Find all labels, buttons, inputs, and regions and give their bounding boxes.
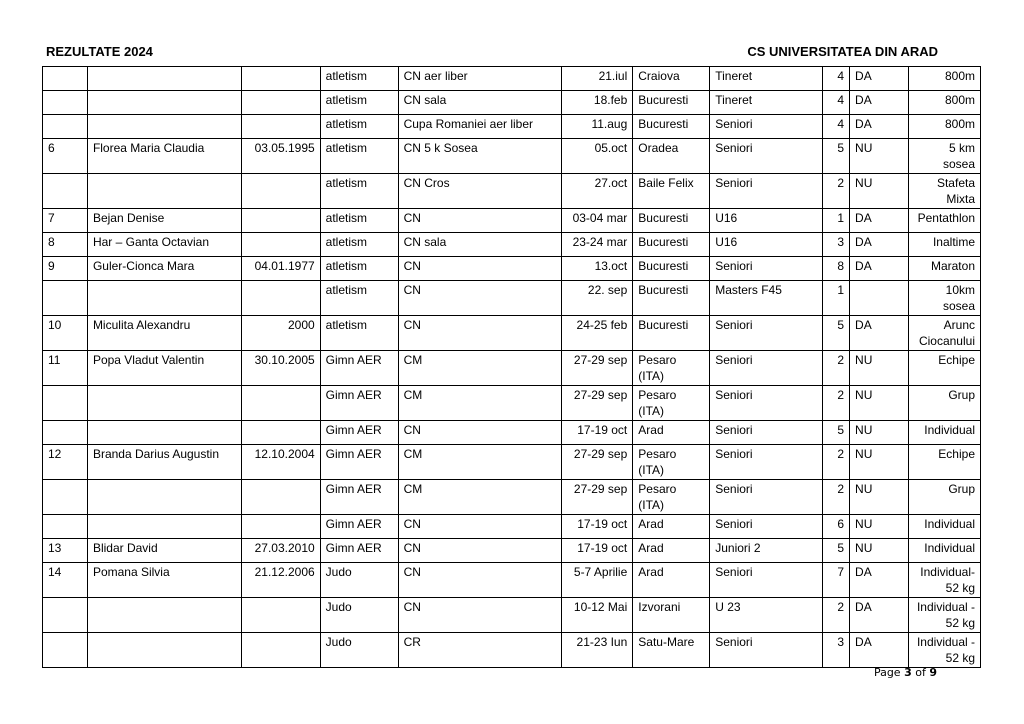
cell-nr xyxy=(43,633,88,668)
cell-birth-date xyxy=(241,174,320,209)
cell-birth-date: 03.05.1995 xyxy=(241,139,320,174)
cell-category: Juniori 2 xyxy=(710,539,823,563)
cell-event: Arunc Ciocanului xyxy=(908,316,980,351)
cell-category: Seniori xyxy=(710,174,823,209)
cell-date: 27.oct xyxy=(562,174,633,209)
cell-nr xyxy=(43,598,88,633)
cell-sport: Gimn AER xyxy=(320,445,398,480)
cell-qualified: DA xyxy=(850,233,909,257)
cell-birth-date xyxy=(241,598,320,633)
cell-nr xyxy=(43,515,88,539)
cell-sport: atletism xyxy=(320,67,398,91)
table-row xyxy=(43,539,981,563)
cell-event: Echipe xyxy=(908,351,980,386)
cell-sport: atletism xyxy=(320,281,398,316)
cell-birth-date xyxy=(241,281,320,316)
cell-competition: CM xyxy=(398,386,562,421)
table-row xyxy=(43,139,981,174)
cell-date: 17-19 oct xyxy=(562,515,633,539)
cell-nr xyxy=(43,480,88,515)
cell-place: 4 xyxy=(823,91,850,115)
cell-athlete-name: Pomana Silvia xyxy=(87,563,241,598)
cell-date: 24-25 feb xyxy=(562,316,633,351)
cell-date: 03-04 mar xyxy=(562,209,633,233)
cell-athlete-name: Popa Vladut Valentin xyxy=(87,351,241,386)
cell-date: 27-29 sep xyxy=(562,351,633,386)
cell-date: 5-7 Aprilie xyxy=(562,563,633,598)
cell-nr: 8 xyxy=(43,233,88,257)
cell-place: 5 xyxy=(823,316,850,351)
table-row xyxy=(43,633,981,668)
cell-competition: CM xyxy=(398,351,562,386)
cell-event: 800m xyxy=(908,67,980,91)
cell-qualified: DA xyxy=(850,67,909,91)
cell-city: Arad xyxy=(633,539,710,563)
cell-sport: atletism xyxy=(320,91,398,115)
cell-event: 10km sosea xyxy=(908,281,980,316)
cell-athlete-name: Bejan Denise xyxy=(87,209,241,233)
cell-place: 2 xyxy=(823,598,850,633)
cell-city: Pesaro (ITA) xyxy=(633,386,710,421)
cell-date: 11.aug xyxy=(562,115,633,139)
page-header-club: CS UNIVERSITATEA DIN ARAD xyxy=(747,44,938,59)
cell-date: 21-23 Iun xyxy=(562,633,633,668)
cell-place: 5 xyxy=(823,139,850,174)
page-number xyxy=(874,666,937,679)
cell-place: 6 xyxy=(823,515,850,539)
cell-date: 17-19 oct xyxy=(562,421,633,445)
table-row xyxy=(43,174,981,209)
cell-place: 2 xyxy=(823,480,850,515)
cell-place: 4 xyxy=(823,67,850,91)
cell-nr: 9 xyxy=(43,257,88,281)
cell-city: Craiova xyxy=(633,67,710,91)
cell-category: Seniori xyxy=(710,421,823,445)
cell-place: 2 xyxy=(823,174,850,209)
table-row xyxy=(43,515,981,539)
table-row xyxy=(43,115,981,139)
table-row xyxy=(43,351,981,386)
cell-sport: Gimn AER xyxy=(320,386,398,421)
cell-birth-date xyxy=(241,633,320,668)
cell-birth-date: 30.10.2005 xyxy=(241,351,320,386)
cell-category: Seniori xyxy=(710,386,823,421)
table-row xyxy=(43,91,981,115)
cell-sport: Gimn AER xyxy=(320,539,398,563)
cell-sport: Gimn AER xyxy=(320,421,398,445)
cell-event: Grup xyxy=(908,386,980,421)
cell-nr: 12 xyxy=(43,445,88,480)
cell-sport: atletism xyxy=(320,209,398,233)
cell-nr xyxy=(43,174,88,209)
cell-category: Seniori xyxy=(710,633,823,668)
cell-event: Maraton xyxy=(908,257,980,281)
cell-category: Seniori xyxy=(710,445,823,480)
cell-city: Bucuresti xyxy=(633,257,710,281)
cell-athlete-name xyxy=(87,174,241,209)
table-row xyxy=(43,316,981,351)
table-row xyxy=(43,480,981,515)
cell-city: Arad xyxy=(633,563,710,598)
cell-city: Pesaro (ITA) xyxy=(633,480,710,515)
cell-qualified: DA xyxy=(850,257,909,281)
cell-city: Arad xyxy=(633,421,710,445)
cell-qualified: DA xyxy=(850,209,909,233)
table-row xyxy=(43,598,981,633)
cell-city: Bucuresti xyxy=(633,209,710,233)
cell-competition: CN xyxy=(398,598,562,633)
cell-event: Individual-52 kg xyxy=(908,563,980,598)
cell-sport: atletism xyxy=(320,139,398,174)
cell-athlete-name xyxy=(87,480,241,515)
cell-place: 8 xyxy=(823,257,850,281)
cell-event: Echipe xyxy=(908,445,980,480)
cell-sport: atletism xyxy=(320,233,398,257)
cell-date: 18.feb xyxy=(562,91,633,115)
page-current: 3 xyxy=(904,666,912,679)
cell-birth-date xyxy=(241,386,320,421)
cell-nr xyxy=(43,67,88,91)
cell-qualified: NU xyxy=(850,174,909,209)
cell-category: Seniori xyxy=(710,515,823,539)
cell-nr xyxy=(43,115,88,139)
cell-qualified: DA xyxy=(850,316,909,351)
cell-place: 3 xyxy=(823,233,850,257)
cell-athlete-name xyxy=(87,91,241,115)
cell-birth-date xyxy=(241,515,320,539)
cell-competition: Cupa Romaniei aer liber xyxy=(398,115,562,139)
cell-athlete-name: Blidar David xyxy=(87,539,241,563)
cell-qualified: NU xyxy=(850,139,909,174)
cell-athlete-name: Branda Darius Augustin xyxy=(87,445,241,480)
cell-nr: 11 xyxy=(43,351,88,386)
cell-birth-date: 12.10.2004 xyxy=(241,445,320,480)
cell-birth-date: 2000 xyxy=(241,316,320,351)
cell-qualified: DA xyxy=(850,115,909,139)
cell-place: 4 xyxy=(823,115,850,139)
cell-athlete-name xyxy=(87,386,241,421)
cell-competition: CN xyxy=(398,281,562,316)
cell-date: 05.oct xyxy=(562,139,633,174)
cell-sport: Gimn AER xyxy=(320,515,398,539)
cell-city: Bucuresti xyxy=(633,91,710,115)
cell-birth-date xyxy=(241,67,320,91)
cell-category: Seniori xyxy=(710,139,823,174)
page-total: 9 xyxy=(929,666,937,679)
page-header-title: REZULTATE 2024 xyxy=(46,44,153,59)
cell-category: Masters F45 xyxy=(710,281,823,316)
cell-competition: CM xyxy=(398,480,562,515)
cell-athlete-name: Florea Maria Claudia xyxy=(87,139,241,174)
cell-event: Stafeta Mixta xyxy=(908,174,980,209)
of-word: of xyxy=(915,666,926,679)
cell-city: Pesaro (ITA) xyxy=(633,351,710,386)
cell-nr xyxy=(43,91,88,115)
cell-birth-date: 27.03.2010 xyxy=(241,539,320,563)
page-word: Page xyxy=(873,666,901,679)
cell-city: Izvorani xyxy=(633,598,710,633)
cell-nr: 6 xyxy=(43,139,88,174)
cell-event: Inaltime xyxy=(908,233,980,257)
cell-qualified: DA xyxy=(850,598,909,633)
cell-athlete-name xyxy=(87,67,241,91)
cell-competition: CN sala xyxy=(398,91,562,115)
cell-qualified: NU xyxy=(850,539,909,563)
results-table-body xyxy=(43,67,981,668)
cell-place: 5 xyxy=(823,421,850,445)
cell-athlete-name xyxy=(87,515,241,539)
cell-event: Individual xyxy=(908,539,980,563)
cell-sport: Gimn AER xyxy=(320,351,398,386)
cell-category: Seniori xyxy=(710,257,823,281)
cell-city: Bucuresti xyxy=(633,316,710,351)
cell-category: Seniori xyxy=(710,351,823,386)
cell-athlete-name: Miculita Alexandru xyxy=(87,316,241,351)
cell-city: Baile Felix xyxy=(633,174,710,209)
cell-city: Satu-Mare xyxy=(633,633,710,668)
cell-sport: Judo xyxy=(320,633,398,668)
cell-place: 2 xyxy=(823,445,850,480)
table-row xyxy=(43,421,981,445)
cell-date: 13.oct xyxy=(562,257,633,281)
table-row xyxy=(43,386,981,421)
cell-nr: 13 xyxy=(43,539,88,563)
cell-event: Grup xyxy=(908,480,980,515)
cell-competition: CN xyxy=(398,563,562,598)
cell-athlete-name: Guler-Cionca Mara xyxy=(87,257,241,281)
cell-category: Seniori xyxy=(710,115,823,139)
cell-date: 23-24 mar xyxy=(562,233,633,257)
cell-date: 27-29 sep xyxy=(562,445,633,480)
cell-qualified: DA xyxy=(850,633,909,668)
cell-competition: CN xyxy=(398,209,562,233)
cell-qualified: NU xyxy=(850,386,909,421)
cell-event: Individual - 52 kg xyxy=(908,598,980,633)
cell-sport: Gimn AER xyxy=(320,480,398,515)
cell-category: U16 xyxy=(710,209,823,233)
cell-nr xyxy=(43,281,88,316)
cell-sport: Judo xyxy=(320,563,398,598)
cell-event: Pentathlon xyxy=(908,209,980,233)
cell-sport: atletism xyxy=(320,316,398,351)
cell-birth-date: 21.12.2006 xyxy=(241,563,320,598)
cell-category: Tineret xyxy=(710,91,823,115)
table-row xyxy=(43,563,981,598)
cell-qualified: DA xyxy=(850,91,909,115)
cell-nr: 10 xyxy=(43,316,88,351)
cell-qualified: NU xyxy=(850,445,909,480)
cell-birth-date xyxy=(241,115,320,139)
cell-sport: atletism xyxy=(320,174,398,209)
cell-date: 27-29 sep xyxy=(562,480,633,515)
table-row xyxy=(43,209,981,233)
cell-sport: Judo xyxy=(320,598,398,633)
cell-nr xyxy=(43,421,88,445)
results-table xyxy=(42,66,981,668)
cell-event: 800m xyxy=(908,115,980,139)
cell-city: Bucuresti xyxy=(633,115,710,139)
cell-competition: CN 5 k Sosea xyxy=(398,139,562,174)
cell-nr: 7 xyxy=(43,209,88,233)
cell-competition: CN xyxy=(398,257,562,281)
table-row xyxy=(43,445,981,480)
cell-birth-date xyxy=(241,480,320,515)
cell-birth-date xyxy=(241,209,320,233)
cell-category: Seniori xyxy=(710,563,823,598)
cell-sport: atletism xyxy=(320,257,398,281)
cell-qualified: NU xyxy=(850,421,909,445)
cell-city: Arad xyxy=(633,515,710,539)
table-row xyxy=(43,281,981,316)
cell-athlete-name: Har – Ganta Octavian xyxy=(87,233,241,257)
cell-competition: CN aer liber xyxy=(398,67,562,91)
cell-date: 27-29 sep xyxy=(562,386,633,421)
cell-birth-date xyxy=(241,233,320,257)
cell-place: 1 xyxy=(823,281,850,316)
table-row xyxy=(43,233,981,257)
cell-athlete-name xyxy=(87,633,241,668)
cell-athlete-name xyxy=(87,598,241,633)
cell-qualified: DA xyxy=(850,563,909,598)
cell-event: Individual xyxy=(908,421,980,445)
cell-competition: CN sala xyxy=(398,233,562,257)
cell-event: Individual - 52 kg xyxy=(908,633,980,668)
cell-competition: CN xyxy=(398,539,562,563)
cell-competition: CN xyxy=(398,421,562,445)
cell-date: 10-12 Mai xyxy=(562,598,633,633)
cell-place: 5 xyxy=(823,539,850,563)
cell-place: 1 xyxy=(823,209,850,233)
cell-category: U16 xyxy=(710,233,823,257)
cell-place: 7 xyxy=(823,563,850,598)
cell-sport: atletism xyxy=(320,115,398,139)
cell-qualified xyxy=(850,281,909,316)
cell-city: Pesaro (ITA) xyxy=(633,445,710,480)
cell-birth-date xyxy=(241,91,320,115)
cell-qualified: NU xyxy=(850,480,909,515)
cell-category: U 23 xyxy=(710,598,823,633)
cell-competition: CM xyxy=(398,445,562,480)
cell-competition: CN xyxy=(398,515,562,539)
cell-event: 5 km sosea xyxy=(908,139,980,174)
cell-athlete-name xyxy=(87,421,241,445)
table-row xyxy=(43,257,981,281)
cell-athlete-name xyxy=(87,281,241,316)
table-row xyxy=(43,67,981,91)
cell-qualified: NU xyxy=(850,515,909,539)
cell-nr: 14 xyxy=(43,563,88,598)
cell-date: 21.iul xyxy=(562,67,633,91)
cell-date: 17-19 oct xyxy=(562,539,633,563)
cell-birth-date: 04.01.1977 xyxy=(241,257,320,281)
cell-place: 2 xyxy=(823,386,850,421)
cell-competition: CN xyxy=(398,316,562,351)
cell-city: Oradea xyxy=(633,139,710,174)
cell-category: Tineret xyxy=(710,67,823,91)
cell-place: 3 xyxy=(823,633,850,668)
cell-event: 800m xyxy=(908,91,980,115)
cell-date: 22. sep xyxy=(562,281,633,316)
cell-qualified: NU xyxy=(850,351,909,386)
cell-city: Bucuresti xyxy=(633,233,710,257)
cell-nr xyxy=(43,386,88,421)
cell-birth-date xyxy=(241,421,320,445)
cell-event: Individual xyxy=(908,515,980,539)
cell-athlete-name xyxy=(87,115,241,139)
cell-city: Bucuresti xyxy=(633,281,710,316)
cell-competition: CN Cros xyxy=(398,174,562,209)
cell-category: Seniori xyxy=(710,316,823,351)
cell-place: 2 xyxy=(823,351,850,386)
cell-category: Seniori xyxy=(710,480,823,515)
cell-competition: CR xyxy=(398,633,562,668)
